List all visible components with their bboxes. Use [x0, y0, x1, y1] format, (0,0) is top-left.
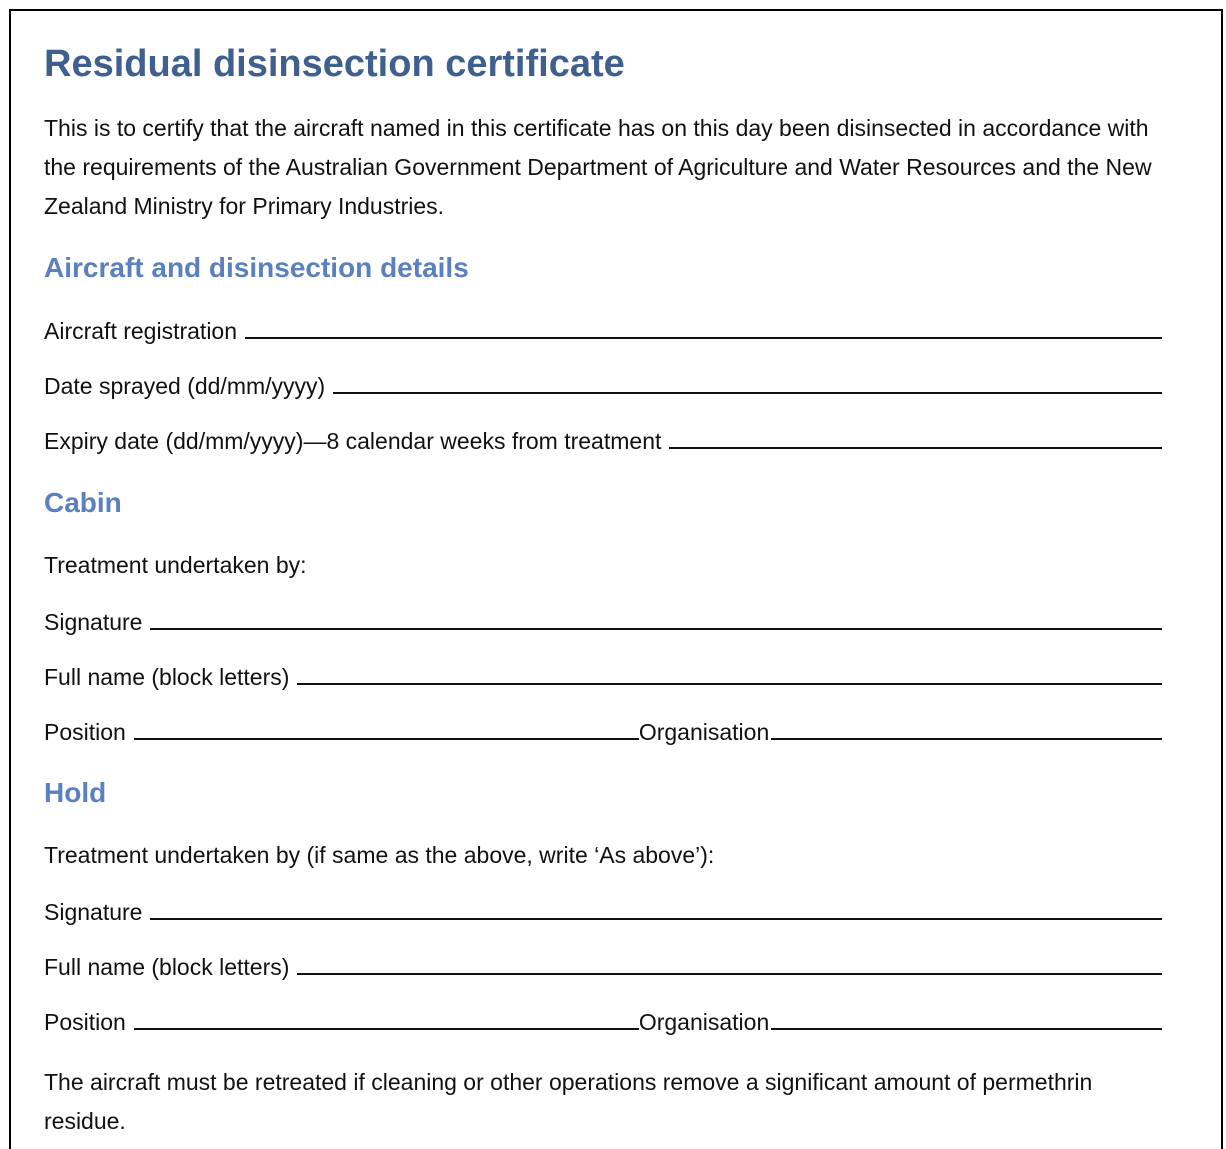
hold-signature-label: Signature [44, 899, 143, 925]
hold-full-name-row [44, 952, 1162, 981]
hold-treatment-label: Treatment undertaken by (if same as the above, write ‘As above’): [44, 842, 715, 868]
expiry-date-field[interactable] [669, 426, 1162, 449]
hold-heading: Hold [44, 777, 107, 808]
aircraft-registration-label: Aircraft registration [44, 318, 238, 344]
expiry-date-row [44, 426, 1162, 455]
hold-signature-field[interactable] [150, 897, 1162, 920]
aircraft-registration-row [44, 316, 1162, 345]
cabin-position-field[interactable] [134, 717, 639, 740]
page-title: Residual disinsection certificate [44, 43, 625, 85]
cabin-treatment-label: Treatment undertaken by: [44, 552, 307, 578]
hold-signature-row [44, 897, 1162, 926]
hold-position-row [44, 1007, 1162, 1036]
cabin-signature-row [44, 607, 1162, 636]
cabin-full-name-field[interactable] [297, 662, 1162, 685]
hold-full-name-label: Full name (block letters) [44, 954, 290, 980]
cabin-full-name-label: Full name (block letters) [44, 664, 290, 690]
cabin-position-label: Position [44, 719, 126, 745]
cabin-signature-label: Signature [44, 609, 143, 635]
cabin-organisation-field[interactable] [771, 717, 1162, 740]
cabin-treatment-row [44, 552, 1162, 579]
hold-position-field[interactable] [134, 1007, 639, 1030]
hold-full-name-field[interactable] [297, 952, 1162, 975]
retreatment-note: The aircraft must be retreated if cleaning or other operations remove a significant amount of permethrin residue. [44, 1069, 1093, 1134]
date-sprayed-row [44, 371, 1162, 400]
cabin-heading: Cabin [44, 487, 122, 518]
date-sprayed-label: Date sprayed (dd/mm/yyyy) [44, 373, 326, 399]
cabin-position-row [44, 717, 1162, 746]
date-sprayed-field[interactable] [333, 371, 1162, 394]
expiry-date-label: Expiry date (dd/mm/yyyy)—8 calendar weeks from treatment [44, 428, 662, 454]
cabin-organisation-label: Organisation [638, 719, 770, 745]
certification-statement: This is to certify that the aircraft named in this certificate has on this day been disinsected in accordance with the requirements of the Australian Government Department of Agriculture and Water Resources and the New Zealand Ministry for Primary Industries. [44, 115, 1152, 219]
aircraft-details-heading: Aircraft and disinsection details [44, 252, 469, 283]
hold-position-label: Position [44, 1009, 126, 1035]
aircraft-registration-field[interactable] [245, 316, 1162, 339]
hold-organisation-label: Organisation [638, 1009, 770, 1035]
hold-organisation-field[interactable] [771, 1007, 1162, 1030]
certificate-page [9, 9, 1223, 1149]
cabin-full-name-row [44, 662, 1162, 691]
hold-treatment-row [44, 842, 1162, 869]
cabin-signature-field[interactable] [150, 607, 1162, 630]
